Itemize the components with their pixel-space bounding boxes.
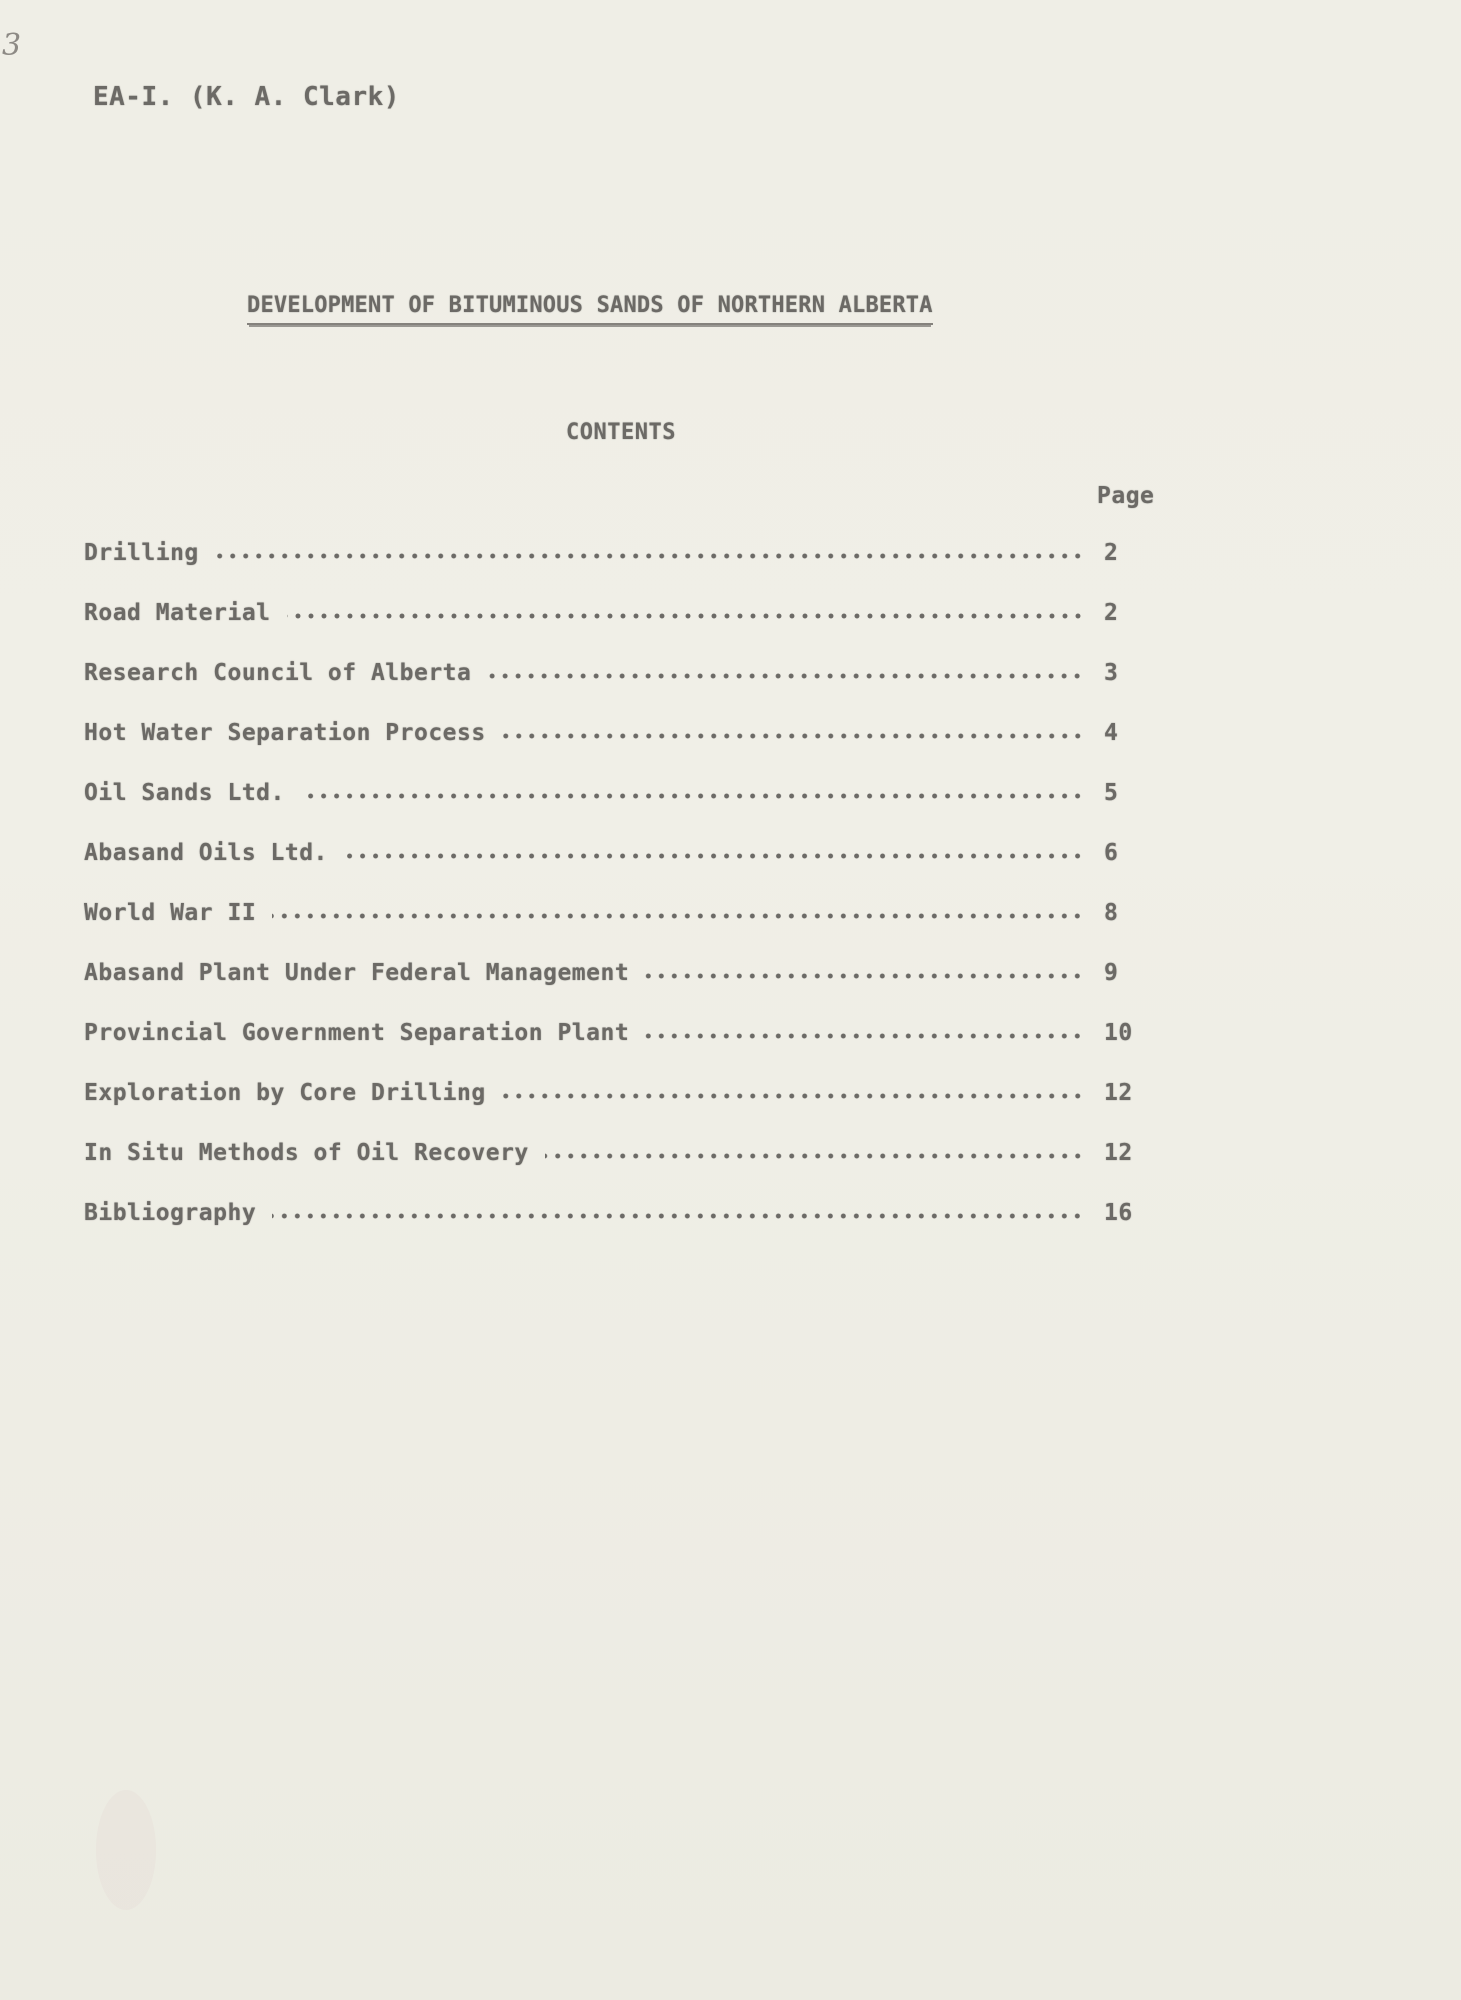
toc-row (84, 840, 1144, 900)
toc-entry-title: World War II (84, 900, 257, 926)
toc-entry-page: 3 (1104, 660, 1119, 686)
toc-row (84, 1200, 1144, 1260)
toc-entry-title: Provincial Government Separation Plant (84, 1020, 630, 1046)
document-title: DEVELOPMENT OF BITUMINOUS SANDS OF NORTHERN ALBERTA (247, 293, 933, 325)
toc-row (84, 540, 1144, 600)
handwritten-page-number: 3 (2, 28, 22, 63)
dot-leader (301, 792, 1084, 800)
dot-leader (502, 732, 1084, 740)
toc-entry-title: Research Council of Alberta (84, 660, 472, 686)
toc-entry-page: 4 (1104, 720, 1119, 746)
toc-row (84, 1020, 1144, 1080)
table-of-contents (84, 540, 1144, 1260)
toc-row (84, 720, 1144, 780)
document-reference: EA-I. (K. A. Clark) (93, 82, 400, 112)
toc-entry-page: 10 (1104, 1020, 1133, 1046)
toc-row (84, 1140, 1144, 1200)
toc-entry-title: Drilling (84, 540, 199, 566)
dot-leader (344, 852, 1084, 860)
dot-leader (287, 612, 1084, 620)
toc-entry-title: Exploration by Core Drilling (84, 1080, 486, 1106)
toc-entry-page: 8 (1104, 900, 1119, 926)
toc-entry-title: Road Material (84, 600, 271, 626)
toc-row (84, 780, 1144, 840)
toc-entry-title: In Situ Methods of Oil Recovery (84, 1140, 529, 1166)
dot-leader (272, 912, 1084, 920)
toc-row (84, 960, 1144, 1020)
toc-row (84, 600, 1144, 660)
toc-entry-page: 12 (1104, 1140, 1133, 1166)
dot-leader (645, 972, 1084, 980)
toc-row (84, 900, 1144, 960)
toc-entry-title: Bibliography (84, 1200, 257, 1226)
dot-leader (215, 552, 1084, 560)
toc-entry-page: 16 (1104, 1200, 1133, 1226)
page-column-heading: Page (1097, 483, 1155, 509)
dot-leader (487, 672, 1084, 680)
toc-entry-title: Oil Sands Ltd. (84, 780, 285, 806)
contents-heading: CONTENTS (566, 420, 676, 445)
toc-entry-page: 2 (1104, 540, 1119, 566)
toc-entry-page: 5 (1104, 780, 1119, 806)
dot-leader (272, 1212, 1084, 1220)
dot-leader (645, 1032, 1084, 1040)
paper-stain (96, 1790, 156, 1910)
dot-leader (502, 1092, 1084, 1100)
toc-entry-title: Abasand Plant Under Federal Management (84, 960, 630, 986)
toc-entry-page: 9 (1104, 960, 1119, 986)
toc-entry-title: Hot Water Separation Process (84, 720, 486, 746)
toc-entry-page: 12 (1104, 1080, 1133, 1106)
toc-entry-title: Abasand Oils Ltd. (84, 840, 328, 866)
toc-entry-page: 2 (1104, 600, 1119, 626)
dot-leader (545, 1152, 1084, 1160)
toc-row (84, 1080, 1144, 1140)
toc-entry-page: 6 (1104, 840, 1119, 866)
toc-row (84, 660, 1144, 720)
